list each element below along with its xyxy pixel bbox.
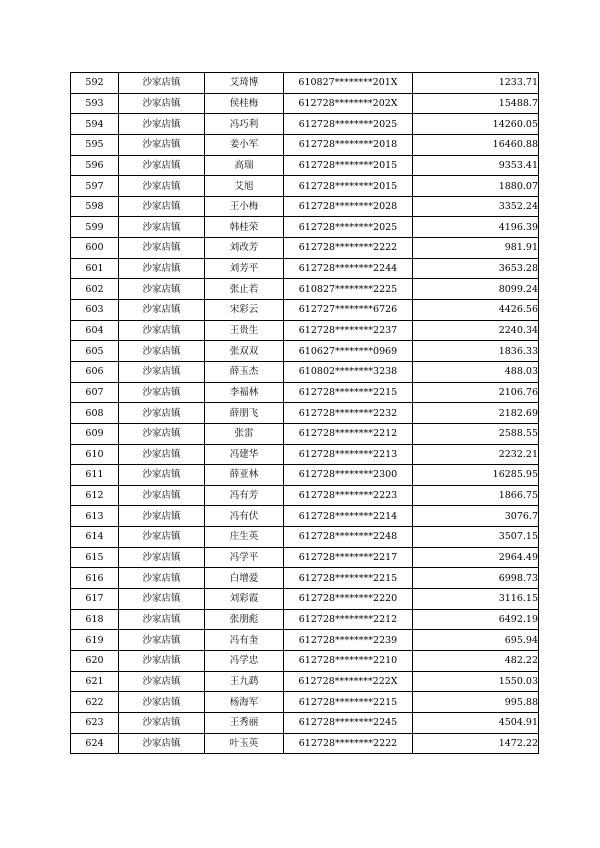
name-cell: 冯学平 — [205, 547, 284, 568]
town-cell: 沙家店镇 — [119, 114, 205, 135]
name-cell: 张双双 — [205, 341, 284, 362]
row-number-cell: 615 — [71, 547, 119, 568]
amount-cell: 2106.76 — [413, 382, 539, 403]
table-row — [71, 300, 539, 321]
town-cell: 沙家店镇 — [119, 712, 205, 733]
town-cell: 沙家店镇 — [119, 506, 205, 527]
id-number-cell: 612728********2028 — [284, 196, 413, 217]
town-cell: 沙家店镇 — [119, 258, 205, 279]
row-number-cell: 603 — [71, 300, 119, 321]
id-number-cell: 612728********2222 — [284, 733, 413, 754]
table-row — [71, 320, 539, 341]
town-cell: 沙家店镇 — [119, 155, 205, 176]
town-cell: 沙家店镇 — [119, 568, 205, 589]
table-row — [71, 73, 539, 94]
town-cell: 沙家店镇 — [119, 382, 205, 403]
id-number-cell: 612728********2215 — [284, 692, 413, 713]
id-number-cell: 612727********6726 — [284, 300, 413, 321]
table-row — [71, 568, 539, 589]
name-cell: 高瑞 — [205, 155, 284, 176]
amount-cell: 1472.22 — [413, 733, 539, 754]
name-cell: 刘改芳 — [205, 238, 284, 259]
table-row — [71, 527, 539, 548]
row-number-cell: 610 — [71, 444, 119, 465]
amount-cell: 2964.49 — [413, 547, 539, 568]
amount-cell: 482.22 — [413, 650, 539, 671]
row-number-cell: 602 — [71, 279, 119, 300]
id-number-cell: 612728********2018 — [284, 134, 413, 155]
name-cell: 冯有伏 — [205, 506, 284, 527]
name-cell: 叶玉英 — [205, 733, 284, 754]
id-number-cell: 612728********2248 — [284, 527, 413, 548]
town-cell: 沙家店镇 — [119, 650, 205, 671]
row-number-cell: 607 — [71, 382, 119, 403]
id-number-cell: 612728********2244 — [284, 258, 413, 279]
id-number-cell: 612728********2025 — [284, 114, 413, 135]
id-number-cell: 612728********2215 — [284, 568, 413, 589]
name-cell: 庄生英 — [205, 527, 284, 548]
town-cell: 沙家店镇 — [119, 341, 205, 362]
town-cell: 沙家店镇 — [119, 238, 205, 259]
amount-cell: 6998.73 — [413, 568, 539, 589]
row-number-cell: 593 — [71, 93, 119, 114]
row-number-cell: 619 — [71, 630, 119, 651]
amount-cell: 3076.7 — [413, 506, 539, 527]
name-cell: 冯有芳 — [205, 485, 284, 506]
town-cell: 沙家店镇 — [119, 671, 205, 692]
amount-cell: 2232.21 — [413, 444, 539, 465]
table-row — [71, 589, 539, 610]
name-cell: 张朋彪 — [205, 609, 284, 630]
town-cell: 沙家店镇 — [119, 93, 205, 114]
table-row — [71, 238, 539, 259]
amount-cell: 6492.19 — [413, 609, 539, 630]
amount-cell: 4426.56 — [413, 300, 539, 321]
town-cell: 沙家店镇 — [119, 609, 205, 630]
town-cell: 沙家店镇 — [119, 423, 205, 444]
amount-cell: 14260.05 — [413, 114, 539, 135]
name-cell: 薛朋飞 — [205, 403, 284, 424]
town-cell: 沙家店镇 — [119, 300, 205, 321]
amount-cell: 1836.33 — [413, 341, 539, 362]
row-number-cell: 623 — [71, 712, 119, 733]
table-row — [71, 650, 539, 671]
amount-cell: 2182.69 — [413, 403, 539, 424]
id-number-cell: 612728********202X — [284, 93, 413, 114]
name-cell: 艾旭 — [205, 176, 284, 197]
name-cell: 冯学忠 — [205, 650, 284, 671]
amount-cell: 16460.88 — [413, 134, 539, 155]
row-number-cell: 604 — [71, 320, 119, 341]
name-cell: 宋彩云 — [205, 300, 284, 321]
id-number-cell: 612728********2213 — [284, 444, 413, 465]
name-cell: 冯有奎 — [205, 630, 284, 651]
name-cell: 张雷 — [205, 423, 284, 444]
amount-cell: 3507.15 — [413, 527, 539, 548]
name-cell: 冯巧利 — [205, 114, 284, 135]
table-row — [71, 692, 539, 713]
id-number-cell: 612728********2239 — [284, 630, 413, 651]
id-number-cell: 612728********2212 — [284, 609, 413, 630]
amount-cell: 1233.71 — [413, 73, 539, 94]
table-row — [71, 114, 539, 135]
town-cell: 沙家店镇 — [119, 485, 205, 506]
id-number-cell: 612728********2222 — [284, 238, 413, 259]
row-number-cell: 597 — [71, 176, 119, 197]
name-cell: 刘芳平 — [205, 258, 284, 279]
row-number-cell: 618 — [71, 609, 119, 630]
name-cell: 王九鹞 — [205, 671, 284, 692]
name-cell: 冯建华 — [205, 444, 284, 465]
row-number-cell: 622 — [71, 692, 119, 713]
table-row — [71, 423, 539, 444]
table-row — [71, 444, 539, 465]
name-cell: 姜小军 — [205, 134, 284, 155]
amount-cell: 981.91 — [413, 238, 539, 259]
table-row — [71, 485, 539, 506]
table-row — [71, 196, 539, 217]
amount-cell: 9353.41 — [413, 155, 539, 176]
row-number-cell: 617 — [71, 589, 119, 610]
name-cell: 薛玉杰 — [205, 361, 284, 382]
town-cell: 沙家店镇 — [119, 320, 205, 341]
amount-cell: 695.94 — [413, 630, 539, 651]
town-cell: 沙家店镇 — [119, 589, 205, 610]
row-number-cell: 605 — [71, 341, 119, 362]
table-row — [71, 733, 539, 754]
table-row — [71, 506, 539, 527]
id-number-cell: 612728********2215 — [284, 382, 413, 403]
row-number-cell: 614 — [71, 527, 119, 548]
amount-cell: 3653.28 — [413, 258, 539, 279]
town-cell: 沙家店镇 — [119, 527, 205, 548]
name-cell: 艾琦博 — [205, 73, 284, 94]
id-number-cell: 612728********222X — [284, 671, 413, 692]
row-number-cell: 601 — [71, 258, 119, 279]
id-number-cell: 612728********2217 — [284, 547, 413, 568]
id-number-cell: 612728********2015 — [284, 176, 413, 197]
records-table — [70, 72, 539, 754]
id-number-cell: 612728********2245 — [284, 712, 413, 733]
id-number-cell: 610627********0969 — [284, 341, 413, 362]
id-number-cell: 610827********201X — [284, 73, 413, 94]
name-cell: 王贵生 — [205, 320, 284, 341]
row-number-cell: 624 — [71, 733, 119, 754]
table-row — [71, 465, 539, 486]
table-row — [71, 217, 539, 238]
row-number-cell: 598 — [71, 196, 119, 217]
id-number-cell: 612728********2015 — [284, 155, 413, 176]
town-cell: 沙家店镇 — [119, 134, 205, 155]
records-table-body — [71, 73, 539, 754]
row-number-cell: 611 — [71, 465, 119, 486]
amount-cell: 15488.7 — [413, 93, 539, 114]
row-number-cell: 621 — [71, 671, 119, 692]
table-row — [71, 176, 539, 197]
table-row — [71, 671, 539, 692]
name-cell: 薛亚林 — [205, 465, 284, 486]
town-cell: 沙家店镇 — [119, 217, 205, 238]
row-number-cell: 600 — [71, 238, 119, 259]
amount-cell: 3116.15 — [413, 589, 539, 610]
town-cell: 沙家店镇 — [119, 361, 205, 382]
amount-cell: 4196.39 — [413, 217, 539, 238]
amount-cell: 2240.34 — [413, 320, 539, 341]
town-cell: 沙家店镇 — [119, 403, 205, 424]
id-number-cell: 612728********2220 — [284, 589, 413, 610]
row-number-cell: 595 — [71, 134, 119, 155]
town-cell: 沙家店镇 — [119, 692, 205, 713]
town-cell: 沙家店镇 — [119, 465, 205, 486]
table-row — [71, 279, 539, 300]
row-number-cell: 609 — [71, 423, 119, 444]
name-cell: 李福林 — [205, 382, 284, 403]
id-number-cell: 612728********2210 — [284, 650, 413, 671]
id-number-cell: 612728********2223 — [284, 485, 413, 506]
name-cell: 王小梅 — [205, 196, 284, 217]
town-cell: 沙家店镇 — [119, 73, 205, 94]
name-cell: 王秀丽 — [205, 712, 284, 733]
name-cell: 刘彩霞 — [205, 589, 284, 610]
town-cell: 沙家店镇 — [119, 733, 205, 754]
amount-cell: 488.03 — [413, 361, 539, 382]
id-number-cell: 612728********2212 — [284, 423, 413, 444]
table-row — [71, 93, 539, 114]
row-number-cell: 599 — [71, 217, 119, 238]
table-row — [71, 155, 539, 176]
row-number-cell: 612 — [71, 485, 119, 506]
row-number-cell: 616 — [71, 568, 119, 589]
row-number-cell: 594 — [71, 114, 119, 135]
id-number-cell: 610802********3238 — [284, 361, 413, 382]
name-cell: 侯桂梅 — [205, 93, 284, 114]
town-cell: 沙家店镇 — [119, 196, 205, 217]
table-row — [71, 547, 539, 568]
table-row — [71, 712, 539, 733]
id-number-cell: 612728********2300 — [284, 465, 413, 486]
id-number-cell: 610827********2225 — [284, 279, 413, 300]
id-number-cell: 612728********2237 — [284, 320, 413, 341]
row-number-cell: 596 — [71, 155, 119, 176]
id-number-cell: 612728********2025 — [284, 217, 413, 238]
amount-cell: 3352.24 — [413, 196, 539, 217]
row-number-cell: 606 — [71, 361, 119, 382]
row-number-cell: 613 — [71, 506, 119, 527]
table-row — [71, 403, 539, 424]
name-cell: 张止若 — [205, 279, 284, 300]
town-cell: 沙家店镇 — [119, 547, 205, 568]
amount-cell: 4504.91 — [413, 712, 539, 733]
amount-cell: 8099.24 — [413, 279, 539, 300]
table-row — [71, 382, 539, 403]
town-cell: 沙家店镇 — [119, 630, 205, 651]
table-row — [71, 609, 539, 630]
row-number-cell: 608 — [71, 403, 119, 424]
town-cell: 沙家店镇 — [119, 176, 205, 197]
name-cell: 白增爱 — [205, 568, 284, 589]
table-row — [71, 361, 539, 382]
id-number-cell: 612728********2232 — [284, 403, 413, 424]
table-row — [71, 258, 539, 279]
table-row — [71, 630, 539, 651]
amount-cell: 1550.03 — [413, 671, 539, 692]
town-cell: 沙家店镇 — [119, 444, 205, 465]
row-number-cell: 620 — [71, 650, 119, 671]
amount-cell: 995.88 — [413, 692, 539, 713]
row-number-cell: 592 — [71, 73, 119, 94]
amount-cell: 2588.55 — [413, 423, 539, 444]
amount-cell: 1866.75 — [413, 485, 539, 506]
table-row — [71, 134, 539, 155]
amount-cell: 16285.95 — [413, 465, 539, 486]
table-row — [71, 341, 539, 362]
name-cell: 韩桂荣 — [205, 217, 284, 238]
name-cell: 杨海军 — [205, 692, 284, 713]
amount-cell: 1880.07 — [413, 176, 539, 197]
town-cell: 沙家店镇 — [119, 279, 205, 300]
id-number-cell: 612728********2214 — [284, 506, 413, 527]
